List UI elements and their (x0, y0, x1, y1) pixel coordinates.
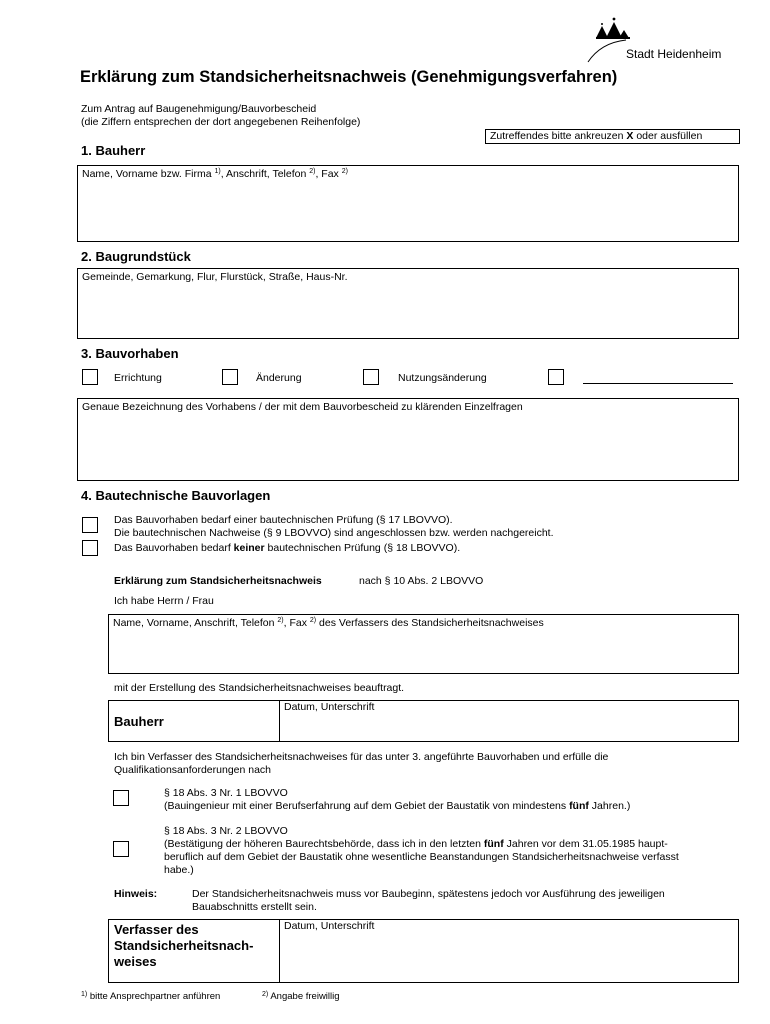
verfasser-signature-label: Datum, Unterschrift (284, 920, 375, 932)
label-part: Name, Vorname, Anschrift, Telefon (113, 617, 278, 629)
footnote-ref: 2) (341, 168, 348, 175)
statement-line-2: Qualifikationsanforderungen nach (114, 764, 272, 776)
qual2-line1: § 18 Abs. 3 Nr. 2 LBOVVO (164, 825, 288, 837)
footnote-ref: 2) (309, 168, 316, 175)
checkbox-pruefung[interactable] (82, 517, 98, 533)
statement-line-1: Ich bin Verfasser des Standsicherheitsnachweises für das unter 3. angeführte Bauvorhaben und erfülle die (114, 751, 609, 763)
label-part: , Anschrift, Telefon (220, 168, 310, 180)
checkbox-qualifikation-2[interactable] (113, 841, 129, 857)
city-name: Stadt Heidenheim (626, 47, 722, 61)
verfasser-signature-role-3: weises (114, 954, 157, 969)
checkbox-nutzungsaenderung[interactable] (363, 369, 379, 385)
section-2-heading: 2. Baugrundstück (81, 249, 191, 264)
section-4-heading: 4. Bautechnische Bauvorlagen (81, 488, 271, 503)
footnote-ref: 2) (309, 617, 317, 624)
footnote-text: bitte Ansprechpartner anführen (87, 991, 221, 1002)
bauherr-signature-role: Bauherr (114, 714, 164, 729)
bauherr-field[interactable] (77, 165, 739, 242)
document-title: Erklärung zum Standsicherheitsnachweis (Genehmigungsverfahren) (80, 68, 618, 86)
checkbox-other[interactable] (548, 369, 564, 385)
option-pruefung-line2: Die bautechnischen Nachweise (§ 9 LBOVVO) sind angeschlossen bzw. werden nachgereicht. (114, 527, 554, 539)
label-part: , Fax (283, 617, 310, 629)
vorhaben-field-label: Genaue Bezeichnung des Vorhabens / der mit dem Bauvorbescheid zu klärenden Einzelfragen (82, 401, 523, 413)
option-pruefung-line1: Das Bauvorhaben bedarf einer bautechnischen Prüfung (§ 17 LBOVVO). (114, 514, 453, 526)
text-part: Jahren.) (588, 800, 631, 812)
bauherr-field-label (82, 168, 348, 181)
section-1-heading: 1. Bauherr (81, 143, 146, 158)
verfasser-field-label (113, 617, 544, 630)
bauherr-signature-field[interactable] (279, 700, 740, 742)
checkbox-keine-pruefung[interactable] (82, 540, 98, 556)
footnote-text: Angabe freiwillig (268, 991, 340, 1002)
vorhaben-field[interactable] (77, 398, 739, 481)
fill-hint-x: X (626, 130, 634, 142)
hinweis-line2: Bauabschnitts erstellt sein. (192, 901, 317, 913)
fill-hint-prefix: Zutreffendes bitte ankreuzen (490, 130, 627, 142)
text-part: bautechnischen Prüfung (§ 18 LBOVVO). (264, 542, 461, 554)
fill-hint-suffix: oder ausfüllen (633, 130, 703, 142)
checkbox-qualifikation-1[interactable] (113, 790, 129, 806)
baugrundstueck-field-label: Gemeinde, Gemarkung, Flur, Flurstück, Straße, Haus-Nr. (82, 271, 348, 283)
footnote-mark: 2) (262, 991, 269, 998)
hinweis-label: Hinweis: (114, 888, 158, 900)
verfasser-signature-role-1: Verfasser des (114, 922, 199, 937)
footnote-2 (262, 990, 340, 1003)
text-part: Das Bauvorhaben bedarf (114, 542, 234, 554)
qual2-line3: beruflich auf dem Gebiet der Baustatik ohne wesentliche Beanstandungen Standsicherheitsnachweise verfasst (164, 851, 679, 863)
fill-hint-box (485, 129, 740, 144)
label-part: Name, Vorname bzw. Firma (82, 168, 215, 180)
label-part: , Fax (315, 168, 342, 180)
declaration-ref: nach § 10 Abs. 2 LBOVVO (359, 575, 484, 587)
footnote-1 (81, 990, 220, 1003)
other-input-line[interactable] (583, 383, 733, 384)
option-keine-pruefung (114, 542, 460, 555)
checkbox-aenderung[interactable] (222, 369, 238, 385)
bauherr-signature-label: Datum, Unterschrift (284, 701, 375, 713)
bauherr-signature-row (108, 700, 739, 742)
label-part: des Verfassers des Standsicherheitsnachweises (316, 617, 544, 629)
footnote-ref: 1) (214, 168, 221, 175)
text-part: (Bauingenieur mit einer Berufserfahrung auf dem Gebiet der Baustatik von mindestens (164, 800, 570, 812)
intro-line-2: (die Ziffern entsprechen der dort angegebenen Reihenfolge) (81, 116, 361, 128)
option-errichtung: Errichtung (114, 372, 162, 384)
declaration-title: Erklärung zum Standsicherheitsnachweis (114, 575, 322, 587)
qual1-line1: § 18 Abs. 3 Nr. 1 LBOVVO (164, 787, 288, 799)
checkbox-errichtung[interactable] (82, 369, 98, 385)
baugrundstueck-field[interactable] (77, 268, 739, 339)
option-aenderung: Änderung (256, 372, 302, 384)
intro-line-1: Zum Antrag auf Baugenehmigung/Bauvorbescheid (81, 103, 317, 115)
qual1-line2 (164, 800, 630, 813)
beauftragt-text: mit der Erstellung des Standsicherheitsnachweises beauftragt. (114, 682, 405, 694)
ich-habe-text: Ich habe Herrn / Frau (114, 595, 214, 607)
footnote-ref: 2) (277, 617, 284, 624)
option-nutzungsaenderung: Nutzungsänderung (398, 372, 487, 384)
fill-hint-text (490, 130, 702, 143)
section-3-heading: 3. Bauvorhaben (81, 346, 179, 361)
verfasser-signature-row (108, 919, 739, 983)
text-part: Jahren vor dem 31.05.1985 haupt- (503, 838, 668, 850)
hinweis-line1: Der Standsicherheitsnachweis muss vor Baubeginn, spätestens jedoch vor Ausführung des jeweiligen (192, 888, 665, 900)
text-bold: fünf (569, 800, 589, 812)
text-bold: fünf (483, 838, 504, 850)
qual2-line2 (164, 838, 668, 851)
city-logo (586, 16, 746, 66)
verfasser-signature-field[interactable] (279, 919, 740, 983)
verfasser-field[interactable] (108, 614, 739, 674)
footnote-mark: 1) (81, 991, 88, 998)
text-part: (Bestätigung der höheren Baurechtsbehörde, dass ich in den letzten (164, 838, 484, 850)
verfasser-signature-role-2: Standsicherheitsnach- (114, 938, 254, 953)
qual2-line4: habe.) (164, 864, 194, 876)
text-bold: keiner (233, 542, 265, 554)
